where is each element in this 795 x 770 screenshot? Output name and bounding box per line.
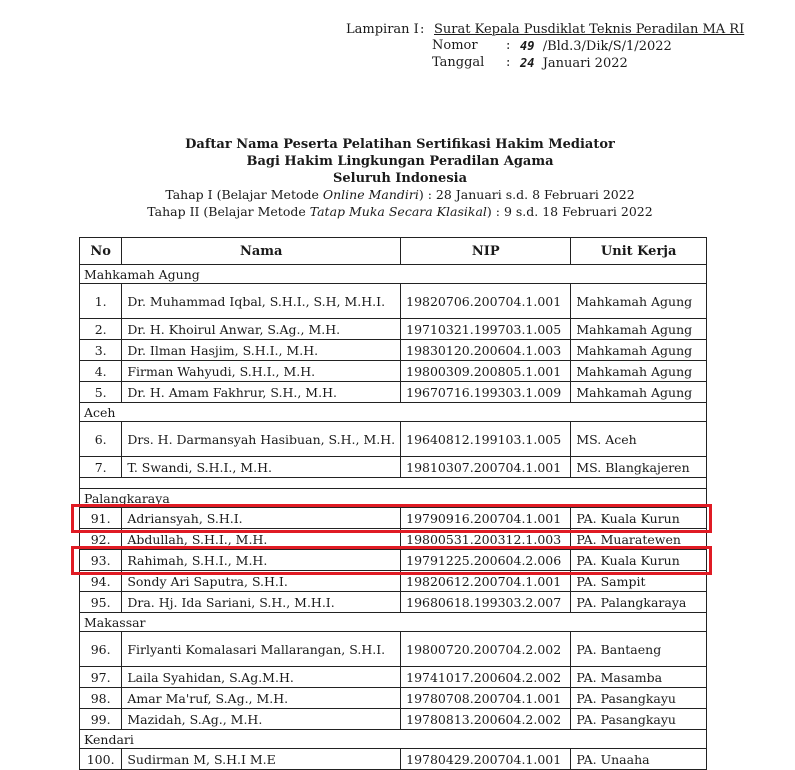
table-row [80, 667, 707, 688]
tahap2-prefix: Tahap II (Belajar Metode [147, 204, 310, 219]
document-title [0, 136, 795, 187]
lampiran-label: Lampiran I [346, 22, 419, 37]
cell-no: 91. [80, 508, 122, 529]
cell-nama: T. Swandi, S.H.I., M.H. [122, 457, 401, 478]
nomor-text: /Bld.3/Dik/S/1/2022 [542, 39, 672, 54]
table-row [80, 382, 707, 403]
tanggal-label: Tanggal [432, 55, 485, 70]
cell-unit: PA. Unaaha [571, 749, 707, 770]
lampiran-value: Surat Kepala Pusdiklat Teknis Peradilan MA RI [434, 22, 745, 37]
cell-nip: 19741017.200604.2.002 [401, 667, 571, 688]
table-row [80, 709, 707, 730]
cell-no: 99. [80, 709, 122, 730]
table-row [80, 632, 707, 667]
cell-nip: 19810307.200704.1.001 [401, 457, 571, 478]
table-row [80, 550, 707, 571]
cell-no: 97. [80, 667, 122, 688]
table-row [80, 688, 707, 709]
cell-nama: Dr. H. Amam Fakhrur, S.H., M.H. [122, 382, 401, 403]
cell-nip: 19830120.200604.1.003 [401, 340, 571, 361]
lampiran-row [346, 22, 744, 38]
table-header-row [80, 238, 707, 265]
table-row [80, 592, 707, 613]
title-line-1: Daftar Nama Peserta Pelatihan Sertifikasi Hakim Mediator [185, 137, 615, 152]
table-row [80, 571, 707, 592]
tanggal-value [520, 55, 628, 72]
schedule-tahap-1 [0, 186, 795, 203]
omitted-rows-gap [80, 478, 707, 489]
tahap1-prefix: Tahap I (Belajar Metode [165, 187, 323, 202]
tanggal-handwritten: 24 [520, 56, 535, 70]
cell-unit: Mahkamah Agung [571, 284, 707, 319]
table-row [80, 749, 707, 770]
cell-unit: Mahkamah Agung [571, 340, 707, 361]
cell-nip: 19800309.200805.1.001 [401, 361, 571, 382]
cell-nama: Adriansyah, S.H.I. [122, 508, 401, 529]
table-row [80, 284, 707, 319]
cell-nama: Dra. Hj. Ida Sariani, S.H., M.H.I. [122, 592, 401, 613]
table-body [80, 265, 707, 770]
cell-unit: PA. Masamba [571, 667, 707, 688]
cell-no: 1. [80, 284, 122, 319]
cell-nama: Laila Syahidan, S.Ag.M.H. [122, 667, 401, 688]
title-line-3: Seluruh Indonesia [332, 171, 468, 186]
cell-nip: 19800531.200312.1.003 [401, 529, 571, 550]
group-label: Mahkamah Agung [80, 265, 707, 284]
table-row [80, 361, 707, 382]
table-row [80, 457, 707, 478]
cell-nama: Dr. Ilman Hasjim, S.H.I., M.H. [122, 340, 401, 361]
cell-nip: 19820612.200704.1.001 [401, 571, 571, 592]
tahap1-dates: ) : 28 Januari s.d. 8 Februari 2022 [418, 187, 635, 202]
cell-unit: MS. Aceh [571, 422, 707, 457]
header-no: No [80, 238, 122, 265]
nomor-row [346, 38, 744, 55]
tahap1-method: Online Mandiri [322, 187, 419, 202]
title-line-2: Bagi Hakim Lingkungan Peradilan Agama [246, 154, 554, 169]
cell-no: 2. [80, 319, 122, 340]
group-row [80, 613, 707, 632]
cell-nama: Mazidah, S.Ag., M.H. [122, 709, 401, 730]
cell-no: 5. [80, 382, 122, 403]
cell-unit: PA. Muaratewen [571, 529, 707, 550]
group-label: Makassar [80, 613, 707, 632]
letter-header [346, 22, 744, 72]
cell-nama: Sondy Ari Saputra, S.H.I. [122, 571, 401, 592]
cell-unit: PA. Kuala Kurun [571, 508, 707, 529]
cell-nip: 19820706.200704.1.001 [401, 284, 571, 319]
cell-no: 98. [80, 688, 122, 709]
cell-nip: 19780708.200704.1.001 [401, 688, 571, 709]
cell-unit: PA. Bantaeng [571, 632, 707, 667]
cell-nip: 19790916.200704.1.001 [401, 508, 571, 529]
cell-no: 100. [80, 749, 122, 770]
cell-nama: Sudirman M, S.H.I M.E [122, 749, 401, 770]
cell-unit: PA. Sampit [571, 571, 707, 592]
gap-cell [80, 478, 707, 489]
group-row [80, 730, 707, 749]
header-nip: NIP [401, 238, 571, 265]
cell-nip: 19710321.199703.1.005 [401, 319, 571, 340]
cell-no: 4. [80, 361, 122, 382]
cell-no: 94. [80, 571, 122, 592]
cell-nip: 19640812.199103.1.005 [401, 422, 571, 457]
cell-nip: 19680618.199303.2.007 [401, 592, 571, 613]
header-nama: Nama [122, 238, 401, 265]
tanggal-separator: : [506, 55, 511, 70]
cell-no: 3. [80, 340, 122, 361]
group-row [80, 489, 707, 508]
nomor-separator: : [506, 38, 511, 53]
group-row [80, 403, 707, 422]
schedule-tahap-2 [0, 203, 795, 220]
participant-table [79, 237, 707, 770]
cell-no: 95. [80, 592, 122, 613]
cell-nama: Abdullah, S.H.I., M.H. [122, 529, 401, 550]
table-row [80, 508, 707, 529]
group-label: Kendari [80, 730, 707, 749]
group-label: Aceh [80, 403, 707, 422]
cell-unit: Mahkamah Agung [571, 382, 707, 403]
group-label: Palangkaraya [80, 489, 707, 508]
cell-unit: PA. Kuala Kurun [571, 550, 707, 571]
cell-nip: 19780813.200604.2.002 [401, 709, 571, 730]
nomor-label: Nomor [432, 38, 478, 53]
cell-unit: MS. Blangkajeren [571, 457, 707, 478]
cell-no: 7. [80, 457, 122, 478]
cell-unit: Mahkamah Agung [571, 319, 707, 340]
cell-no: 96. [80, 632, 122, 667]
cell-nama: Dr. H. Khoirul Anwar, S.Ag., M.H. [122, 319, 401, 340]
table-row [80, 529, 707, 550]
lampiran-separator: : [420, 22, 425, 37]
cell-nama: Dr. Muhammad Iqbal, S.H.I., S.H, M.H.I. [122, 284, 401, 319]
cell-nip: 19670716.199303.1.009 [401, 382, 571, 403]
schedule-block [0, 186, 795, 220]
cell-nip: 19780429.200704.1.001 [401, 749, 571, 770]
tanggal-row [346, 55, 744, 72]
nomor-value [520, 38, 672, 55]
group-row [80, 265, 707, 284]
cell-nip: 19791225.200604.2.006 [401, 550, 571, 571]
cell-unit: Mahkamah Agung [571, 361, 707, 382]
cell-unit: PA. Pasangkayu [571, 709, 707, 730]
tahap2-method: Tatap Muka Secara Klasikal [309, 204, 487, 219]
cell-nama: Firlyanti Komalasari Mallarangan, S.H.I. [122, 632, 401, 667]
table-row [80, 422, 707, 457]
tahap2-dates: ) : 9 s.d. 18 Februari 2022 [486, 204, 653, 219]
cell-nama: Rahimah, S.H.I., M.H. [122, 550, 401, 571]
table-row [80, 319, 707, 340]
cell-no: 93. [80, 550, 122, 571]
cell-no: 6. [80, 422, 122, 457]
cell-no: 92. [80, 529, 122, 550]
cell-unit: PA. Pasangkayu [571, 688, 707, 709]
cell-nama: Amar Ma'ruf, S.Ag., M.H. [122, 688, 401, 709]
cell-nama: Firman Wahyudi, S.H.I., M.H. [122, 361, 401, 382]
nomor-handwritten: 49 [520, 39, 535, 53]
cell-unit: PA. Palangkaraya [571, 592, 707, 613]
cell-nip: 19800720.200704.2.002 [401, 632, 571, 667]
tanggal-text: Januari 2022 [542, 56, 628, 71]
header-unit: Unit Kerja [571, 238, 707, 265]
table-row [80, 340, 707, 361]
cell-nama: Drs. H. Darmansyah Hasibuan, S.H., M.H. [122, 422, 401, 457]
